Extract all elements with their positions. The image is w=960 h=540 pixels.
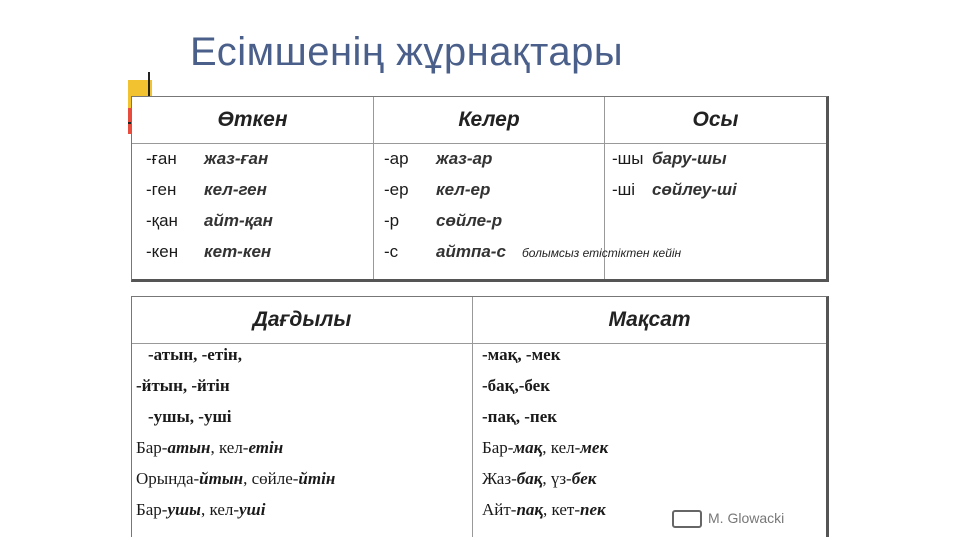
example: айтпа-с	[436, 242, 506, 261]
suffix-highlight: йтын	[199, 469, 244, 488]
header-dagdyly: Дағдылы	[132, 297, 472, 344]
example: сөйлеу-ші	[652, 180, 737, 199]
example: жаз-ар	[436, 149, 493, 168]
table-row-maksat	[482, 469, 596, 489]
logo-icon	[672, 510, 702, 528]
suffix: -қан	[146, 211, 178, 230]
suffix-highlight: пақ	[516, 500, 544, 519]
watermark-logo	[672, 510, 822, 532]
suffix-highlight: мек	[580, 438, 609, 457]
header-maksat: Мақсат	[473, 297, 826, 344]
suffix: -ған	[146, 149, 177, 168]
header-osy: Осы	[605, 97, 826, 144]
habit-purpose-table	[131, 296, 829, 537]
logo-text: M. Glowacki	[708, 510, 785, 526]
suffix: -ші	[612, 180, 636, 199]
suffix: -ер	[384, 180, 409, 199]
suffix: -шы	[612, 149, 644, 168]
stem-text: , кет-	[543, 500, 581, 519]
example: сөйле-р	[436, 211, 503, 230]
table-row-otken	[146, 180, 267, 200]
header-otken: Өткен	[132, 97, 373, 144]
note-text: болымсыз етістіктен кейін	[522, 246, 682, 260]
suffix-highlight: етін	[248, 438, 284, 457]
stem-text: , кел-	[542, 438, 581, 457]
stem-text: Жаз-	[482, 469, 517, 488]
table-row-maksat: -пақ, -пек	[482, 407, 558, 426]
suffix-highlight: атын	[167, 438, 211, 457]
stem-text: , кел-	[200, 500, 240, 519]
table-row-dagdyly: -атын, -етін,	[148, 345, 242, 364]
column-divider	[472, 297, 473, 537]
suffix-highlight: уші	[239, 500, 266, 519]
table-row-dagdyly	[136, 438, 283, 458]
stem-text: , үз-	[542, 469, 572, 488]
suffix: -р	[384, 211, 400, 230]
table-row-maksat: -бақ,-бек	[482, 376, 550, 395]
stem-text: , кел-	[210, 438, 249, 457]
table-row-otken	[146, 149, 268, 169]
column-divider	[373, 97, 374, 279]
suffix: -с	[384, 242, 399, 261]
table-row-maksat	[482, 500, 606, 520]
example: кел-ген	[204, 180, 267, 199]
table-row-otken	[146, 242, 271, 262]
table-row-keler	[384, 211, 502, 231]
stem-text: Бар-	[136, 500, 168, 519]
example: кет-кен	[204, 242, 272, 261]
table-row-keler	[384, 149, 492, 169]
suffix: -ар	[384, 149, 409, 168]
example: жаз-ған	[204, 149, 269, 168]
suffix-highlight: ушы	[167, 500, 201, 519]
stem-text: , сөйле-	[243, 469, 299, 488]
table-row-maksat: -мақ, -мек	[482, 345, 561, 364]
page-title: Есімшенің жұрнақтары	[190, 30, 624, 74]
stem-text: Орында-	[136, 469, 200, 488]
suffix-highlight: мақ	[513, 438, 543, 457]
table-row-keler	[384, 180, 490, 200]
table-row-otken	[146, 211, 273, 231]
tenses-table	[131, 96, 829, 282]
suffix-highlight: йтін	[298, 469, 336, 488]
suffix: -ген	[146, 180, 177, 199]
stem-text: Айт-	[482, 500, 517, 519]
suffix-highlight: пек	[580, 500, 606, 519]
table-row-dagdyly	[136, 469, 335, 489]
stem-text: Бар-	[482, 438, 514, 457]
table-row-dagdyly	[136, 500, 265, 520]
table-row-osy	[612, 180, 737, 200]
example: бару-шы	[652, 149, 727, 168]
header-keler: Келер	[374, 97, 604, 144]
suffix-highlight: бек	[571, 469, 597, 488]
table-row-maksat	[482, 438, 608, 458]
table-row-osy	[612, 149, 727, 169]
table-row-keler	[384, 242, 506, 262]
table-row-dagdyly: -ушы, -уші	[148, 407, 232, 426]
suffix: -кен	[146, 242, 179, 261]
example: айт-қан	[204, 211, 273, 230]
table-row-dagdyly: -йтын, -йтін	[136, 376, 230, 395]
example: кел-ер	[436, 180, 491, 199]
suffix-highlight: бақ	[516, 469, 543, 488]
stem-text: Бар-	[136, 438, 168, 457]
